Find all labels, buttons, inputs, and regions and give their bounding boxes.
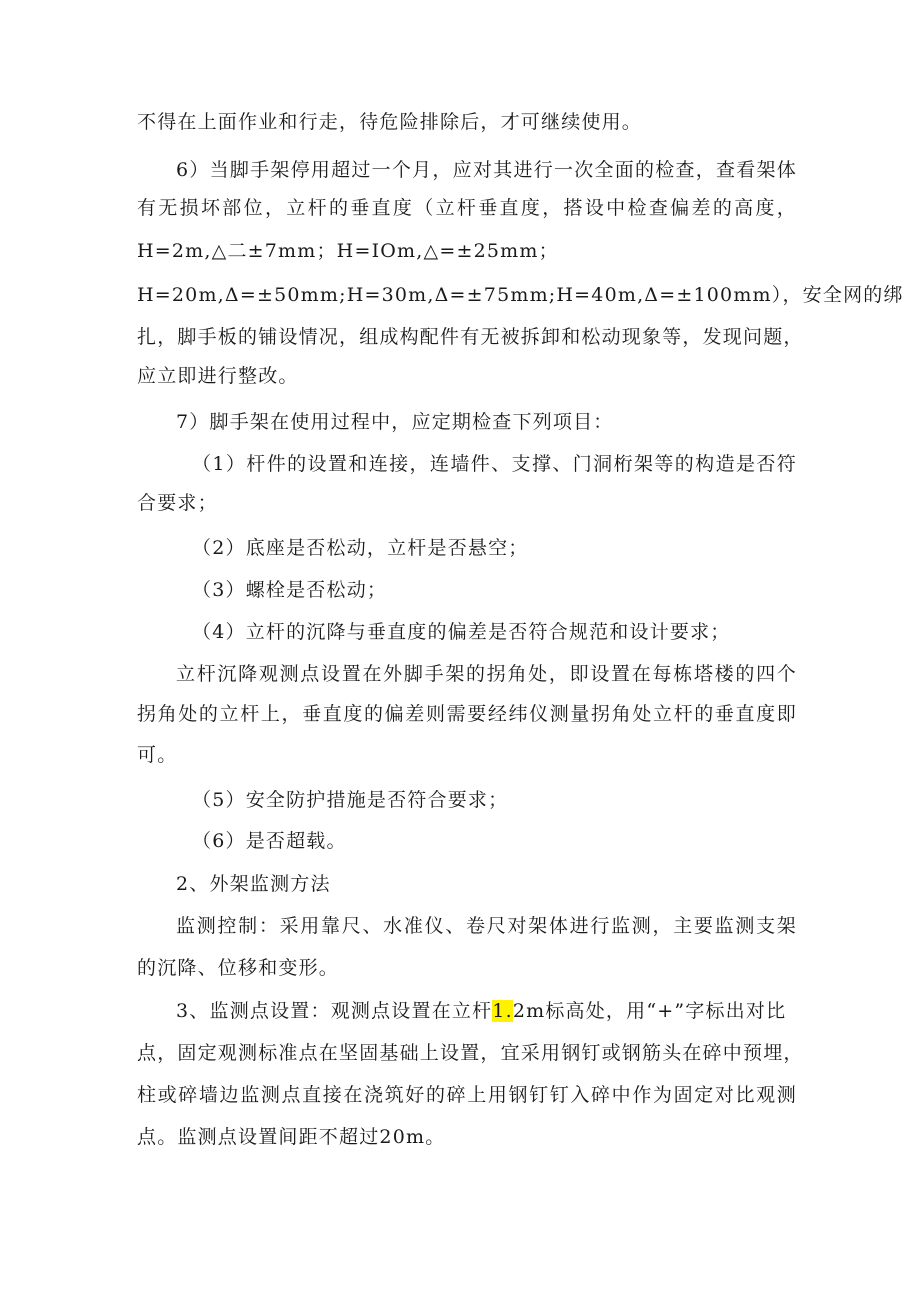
text-line: 的沉降、位移和变形。 bbox=[137, 957, 340, 979]
text-line: 可。 bbox=[137, 744, 178, 766]
text-line: 7）脚手架在使用过程中，应定期检查下列项目： bbox=[176, 411, 614, 433]
list-item: （6）是否超载。 bbox=[192, 830, 347, 852]
text-line: 监测控制：采用靠尺、水准仪、卷尺对架体进行监测，主要监测支架 bbox=[176, 915, 797, 937]
text-line-with-highlight bbox=[176, 999, 797, 1023]
highlighted-text: 1. bbox=[492, 1000, 513, 1022]
highlight-before: 3、监测点设置：观测点设置在立杆 bbox=[176, 1000, 493, 1022]
text-line: 拐角处的立杆上，垂直度的偏差则需要经纬仪测量拐角处立杆的垂直度即 bbox=[137, 703, 797, 725]
text-line: 6）当脚手架停用超过一个月，应对其进行一次全面的检查，查看架体 bbox=[176, 159, 797, 181]
text-line: 立杆沉降观测点设置在外脚手架的拐角处，即设置在每栋塔楼的四个 bbox=[176, 663, 797, 685]
list-item: （1）杆件的设置和连接，连墙件、支撑、门洞桁架等的构造是否符 bbox=[192, 453, 797, 475]
text-line: H=20m,Δ=±50mm;H=30m,Δ=±75mm;H=40m,Δ=±100mm），安全网的绑 bbox=[137, 284, 904, 306]
text-line: 柱或碎墙边监测点直接在浇筑好的碎上用钢钉钉入碎中作为固定对比观测 bbox=[137, 1084, 797, 1106]
list-item: （2）底座是否松动，立杆是否悬空； bbox=[192, 537, 529, 559]
text-line: H=2m,△二±7mm；H=IOm,△=±25mm； bbox=[137, 240, 559, 262]
list-item: （4）立杆的沉降与垂直度的偏差是否符合规范和设计要求； bbox=[192, 621, 731, 643]
text-line: 应立即进行整改。 bbox=[137, 365, 299, 387]
text-line: 点，固定观测标准点在坚固基础上设置，宜采用钢钉或钢筋头在碎中预埋， bbox=[137, 1042, 804, 1064]
section-heading: 2、外架监测方法 bbox=[176, 873, 331, 895]
list-item: （3）螺栓是否松动； bbox=[192, 579, 388, 601]
text-line: 有无损坏部位，立杆的垂直度（立杆垂直度，搭设中检查偏差的高度， bbox=[137, 197, 797, 219]
list-item: （5）安全防护措施是否符合要求； bbox=[192, 789, 509, 811]
text-line: 扎，脚手板的铺设情况，组成构配件有无被拆卸和松动现象等，发现问题， bbox=[137, 326, 804, 348]
text-line: 点。监测点设置间距不超过20m。 bbox=[137, 1126, 446, 1148]
highlight-after: 2m标高处，用“+”字标出对比 bbox=[512, 1000, 787, 1022]
text-line: 不得在上面作业和行走，待危险排除后，才可继续使用。 bbox=[137, 111, 643, 133]
text-line: 合要求； bbox=[137, 492, 218, 514]
